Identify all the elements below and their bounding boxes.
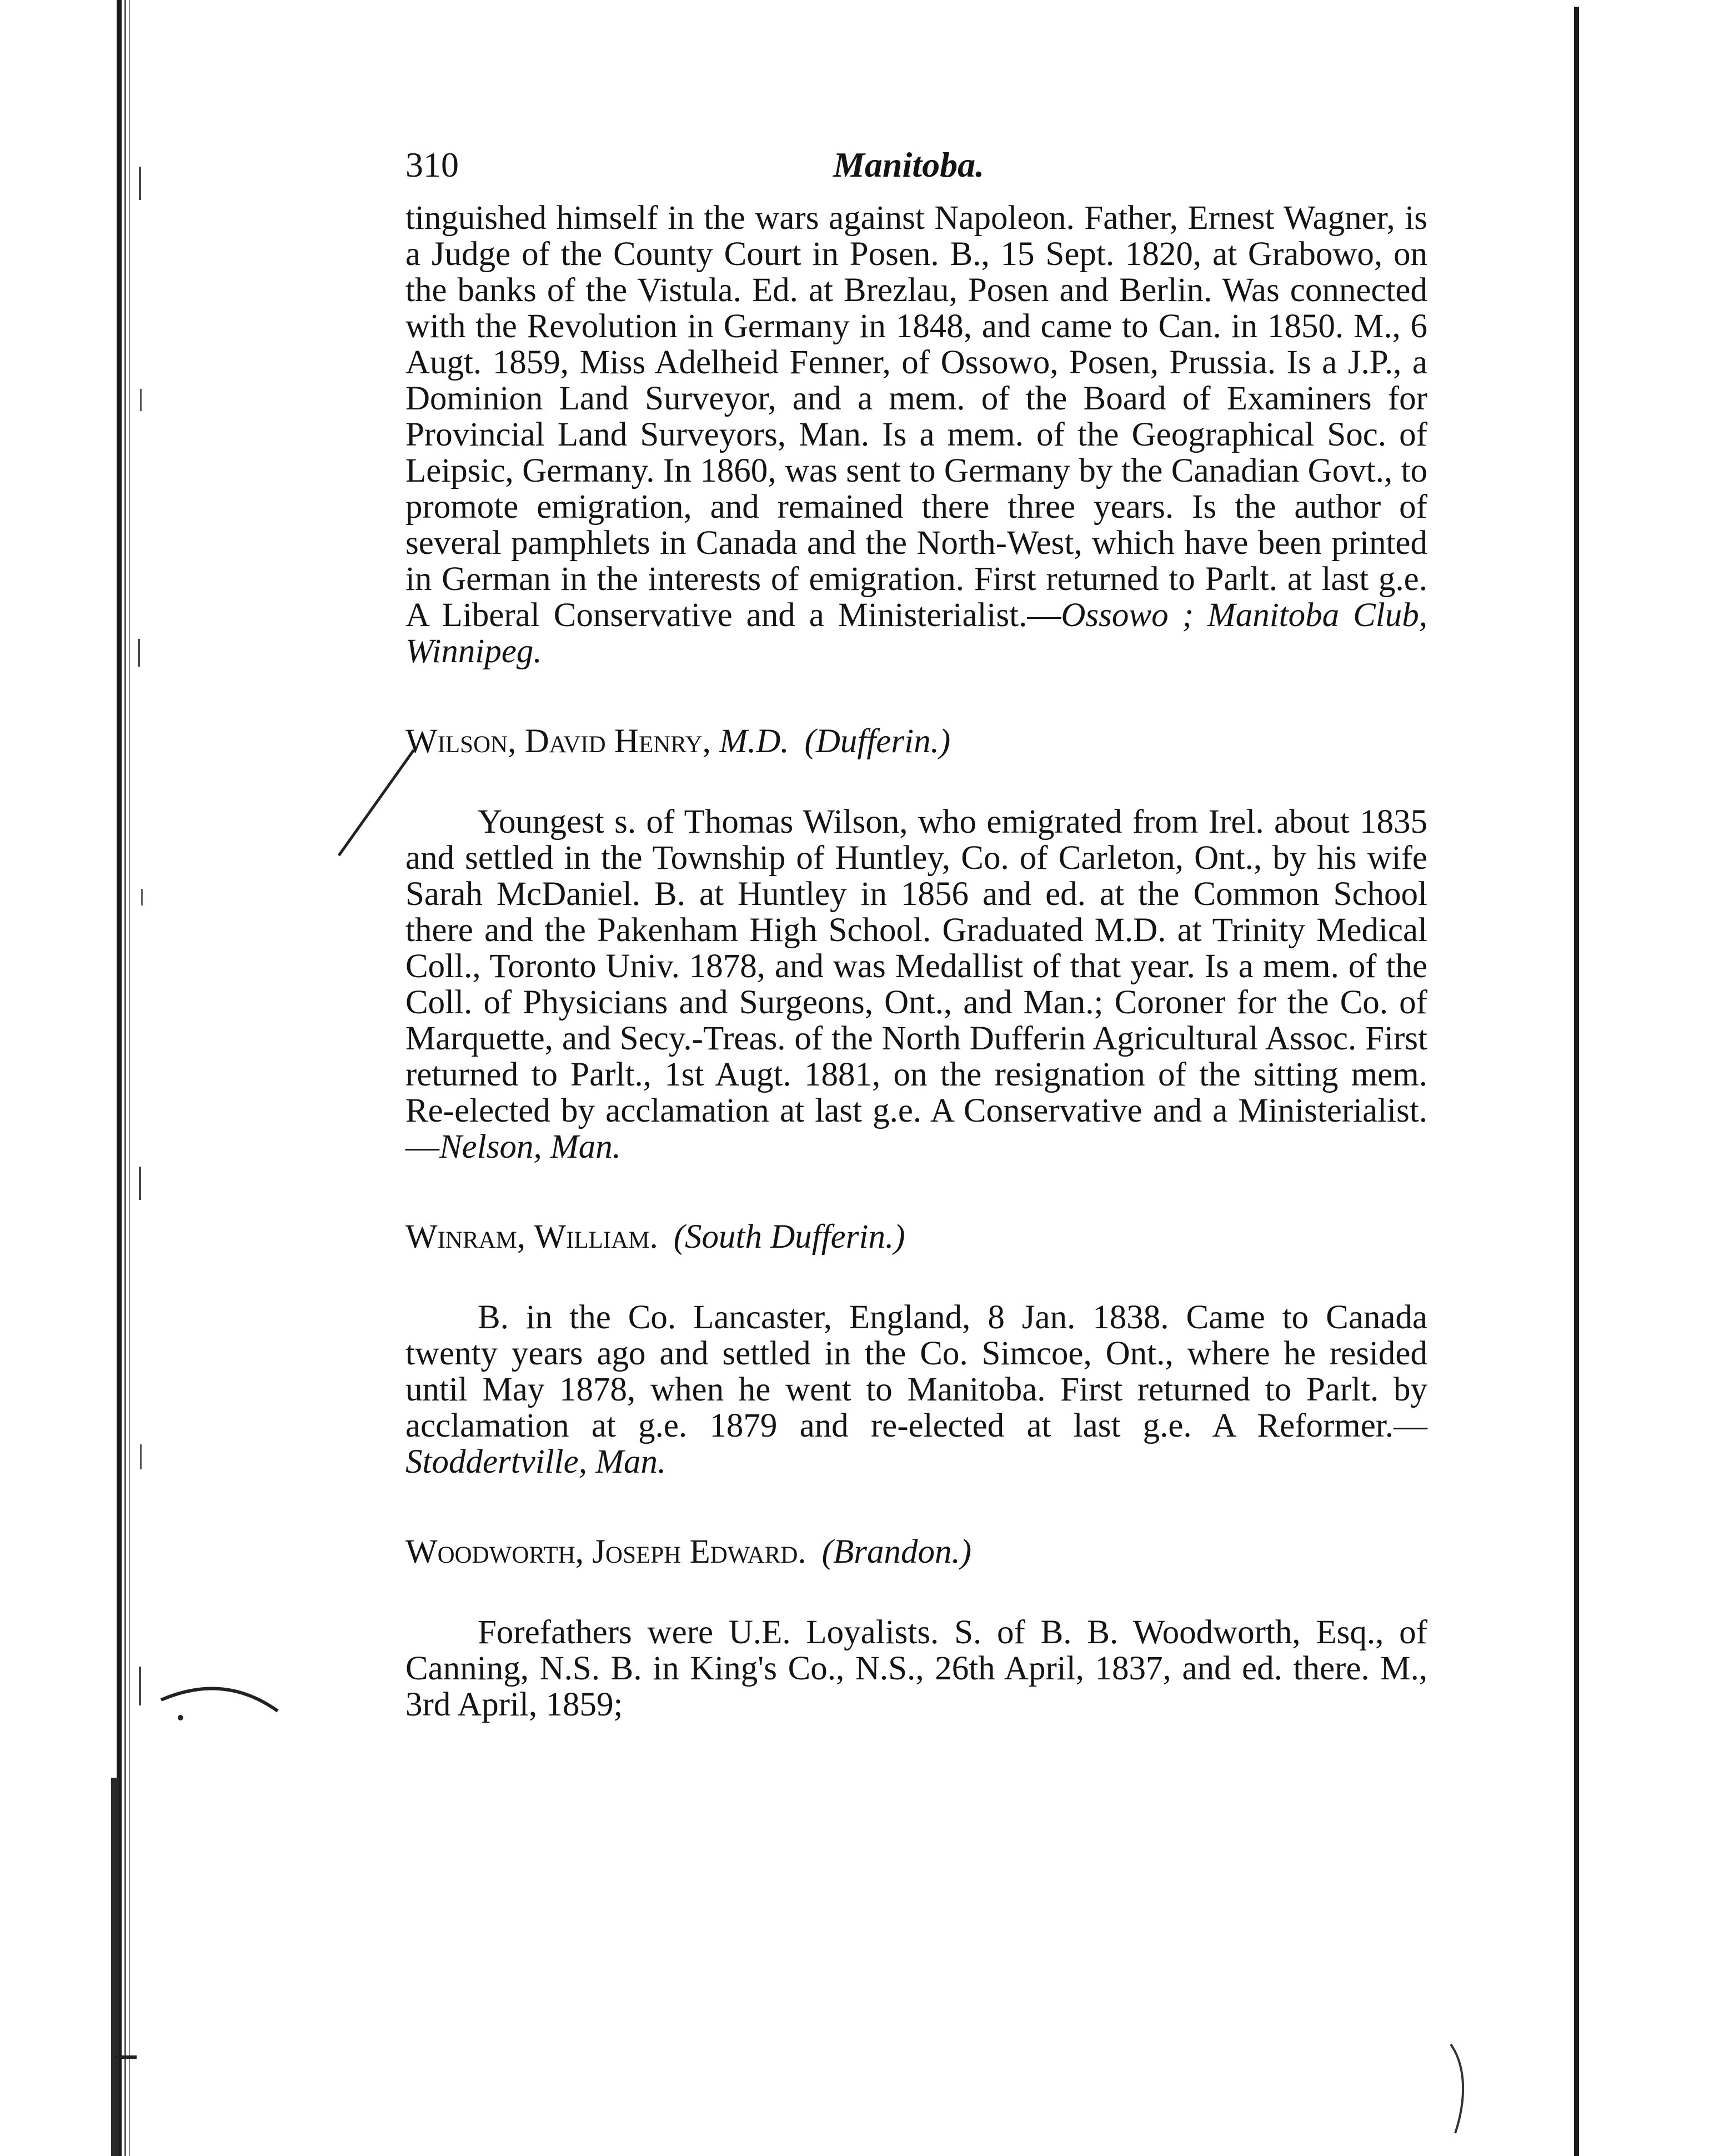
entry-suffix: M.D.: [719, 723, 789, 760]
scan-gutter-right: [1571, 7, 1587, 2156]
page-number: 310: [405, 145, 459, 184]
entry-surname: Winram,: [405, 1218, 526, 1255]
entry-constituency: (Brandon.): [821, 1533, 972, 1570]
entry-given-names: William.: [534, 1218, 658, 1255]
scan-gutter-left: [89, 0, 172, 2156]
entry-given-names: Joseph Edward.: [592, 1533, 806, 1570]
entry-address: Nelson, Man.: [439, 1128, 622, 1165]
entry-address: Ossowo ; Manitoba Club, Winnipeg.: [405, 597, 1427, 670]
entry-body: B. in the Co. Lancaster, England, 8 Jan. 1838. Came to Canada twenty years ago and settled in the Co. Simcoe, Ont., where he resided until May 1878, when he went to Manitoba. First returned to Parlt. by acclamation at g.e. 1879 and re-elected at last g.e. A Reformer.—: [405, 1299, 1427, 1444]
entry-surname: Wilson,: [405, 723, 517, 760]
running-head: [405, 133, 1427, 200]
entry-address: Stoddertville, Man.: [405, 1443, 666, 1480]
entry-heading-wilson: [405, 723, 1427, 759]
page: [405, 133, 1427, 1723]
entry-text-continued: [405, 200, 1427, 669]
entry-body: tinguished himself in the wars against Napoleon. Father, Ernest Wagner, is a Judge of the County Court in Posen. B., 15 Sept. 1820, at Grabowo, on the banks of the Vistula. Ed. at Brezlau, Posen and Berlin. Was connected with the Revolution in Germany in 1848, and came to Can. in 1850. M., 6 Augt. 1859, Miss Adelheid Fenner, of Ossowo, Posen, Prussia. Is a J.P., a Dominion Land Surveyor, and a mem. of the Board of Examiners for Provincial Land Surveyors, Man. Is a mem. of the Geographical Soc. of Leipsic, Germany. In 1860, was sent to Germany by the Canadian Govt., to promote emigration, and remained there three years. Is the author of several pamphlets in Canada and the North-West, which have been printed in German in the interests of emigration. First returned to Parlt. at last g.e. A Liberal Conservative and a Ministerialist.—: [405, 199, 1427, 634]
entry-body: Youngest s. of Thomas Wilson, who emigrated from Irel. about 1835 and settled in the Township of Huntley, Co. of Carleton, Ont., by his wife Sarah McDaniel. B. at Huntley in 1856 and ed. at the Common School there and the Pakenham High School. Graduated M.D. at Trinity Medical Coll., Toronto Univ. 1878, and was Medallist of that year. Is a mem. of the Coll. of Physicians and Surgeons, Ont., and Man.; Coroner for the Co. of Marquette, and Secy.-Treas. of the North Dufferin Agricultural Assoc. First returned to Parlt., 1st Augt. 1881, on the resignation of the sitting mem. Re-elected by acclamation at last g.e. A Conservative and a Ministerialist.—: [405, 803, 1427, 1165]
entry-constituency: (South Dufferin.): [673, 1218, 905, 1255]
entry-given-names: David Henry,: [524, 723, 711, 760]
entry-heading-winram: [405, 1219, 1427, 1255]
entry-text-winram: [405, 1299, 1427, 1480]
entry-body: Forefathers were U.E. Loyalists. S. of B. B. Woodworth, Esq., of Canning, N.S. B. in King's Co., N.S., 26th April, 1837, and ed. there. M., 3rd April, 1859;: [405, 1614, 1427, 1723]
entry-heading-woodworth: [405, 1534, 1427, 1570]
entry-text-wilson: [405, 804, 1427, 1165]
running-title: Manitoba.: [833, 145, 985, 184]
entry-text-woodworth: [405, 1614, 1427, 1723]
entry-constituency: (Dufferin.): [804, 723, 951, 760]
entry-surname: Woodworth,: [405, 1533, 584, 1570]
